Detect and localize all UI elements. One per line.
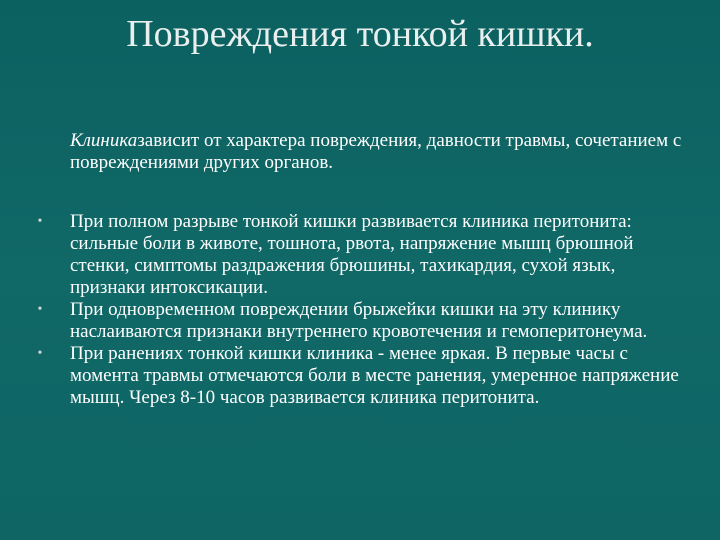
bullet-icon: • [37, 302, 43, 317]
bullet-icon: • [37, 346, 43, 361]
bullet-item [30, 211, 690, 299]
intro-term: Клиника [70, 130, 138, 151]
bullet-item [30, 343, 690, 409]
bullet-text: При одновременном повреждении брыжейки кишки на эту клинику наслаиваются признаки внутреннего кровотечения и гемоперитонеума. [70, 299, 648, 342]
slide-title: Повреждения тонкой кишки. [126, 13, 594, 55]
intro-text: зависит от характера повреждения, давности травмы, сочетанием с повреждениями других органов. [70, 130, 682, 173]
intro-paragraph [70, 130, 690, 174]
bullet-list [30, 211, 690, 409]
bullet-item [30, 299, 690, 343]
bullet-icon: • [37, 214, 43, 229]
bullet-text: При полном разрыве тонкой кишки развивается клиника перитонита: сильные боли в животе, тошнота, рвота, напряжение мышц брюшной стенки, симптомы раздражения брюшины, тахикардия, сухой язык, признаки интоксикации. [70, 211, 634, 298]
bullet-text: При ранениях тонкой кишки клиника - менее яркая. В первые часы с момента травмы отмечаются боли в месте ранения, умеренное напряжение мышц. Через 8-10 часов развивается клиника перитонита. [70, 343, 679, 408]
